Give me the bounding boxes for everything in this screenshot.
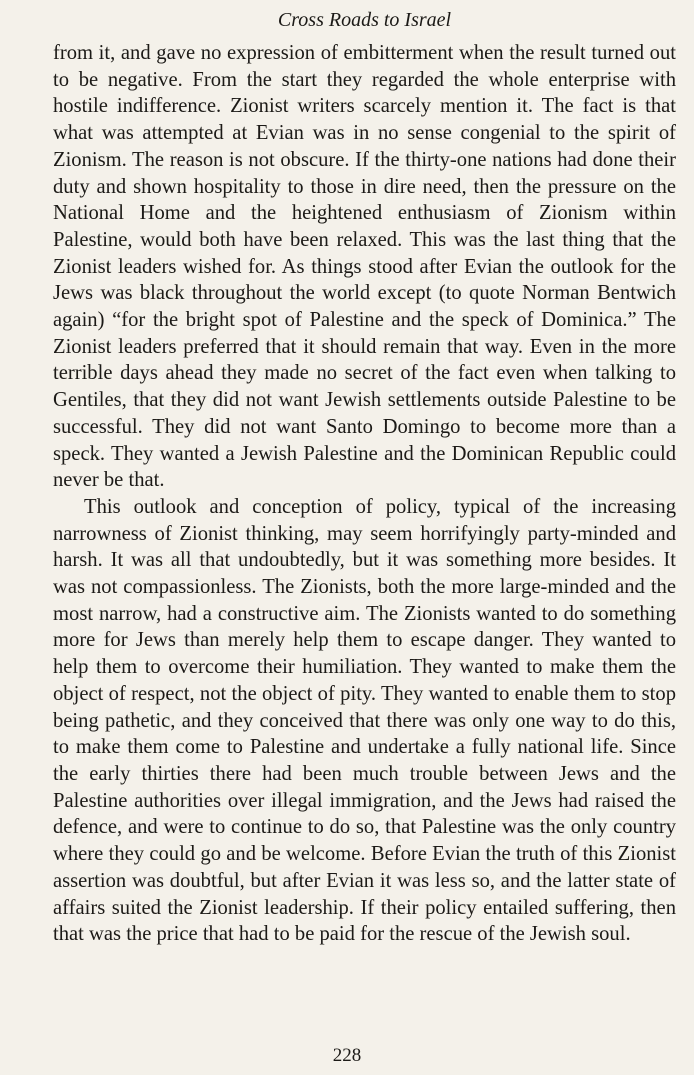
page-number: 228 bbox=[332, 1045, 362, 1066]
running-head: Cross Roads to Israel bbox=[277, 9, 452, 31]
paragraph-2: This outlook and conception of policy, typical of the increasing narrowness of Zionist thinking, may seem horrifyingly party-minded and harsh. It was all that undoubtedly, but it was something more besides. It was not compassionless. The Zionists, both the more large-minded and the most narrow, had a constructive aim. The Zionists wanted to do something more for Jews than merely help them to escape danger. They wanted to help them to overcome their humiliation. They wanted to make them the object of respect, not the object of pity. They wanted to enable them to stop being pathetic, and they conceived that there was only one way to do this, to make them come to Palestine and undertake a fully national life. Since the early thirties there had been much trouble between Jews and the Palestine authorities over illegal immigration, and the Jews had raised the defence, and were to continue to do so, that Palestine was the only country where they could go and be welcome. Before Evian the truth of this Zionist assertion was doubtful, but after Evian it was less so, and the latter state of affairs suited the Zionist leadership. If their policy entailed suffering, then that was the price that had to be paid for the rescue of the Jewish soul. bbox=[53, 495, 676, 946]
paragraph-1: from it, and gave no expression of embitterment when the result turned out to be negative. From the start they regarded the whole enterprise with hostile indifference. Zionist writers scarcely mention it. The fact is that what was attempted at Evian was in no sense congenial to the spirit of Zionism. The reason is not obscure. If the thirty-one nations had done their duty and shown hospitality to those in dire need, then the pressure on the National Home and the heightened enthusiasm of Zionism within Palestine, would both have been relaxed. This was the last thing that the Zionist leaders wished for. As things stood after Evian the outlook for the Jews was black throughout the world except (to quote Norman Bentwich again) “for the bright spot of Palestine and the speck of Dominica.” The Zionist leaders preferred that it should remain that way. Even in the more terrible days ahead they made no secret of the fact even when talking to Gentiles, that they did not want Jewish settlements outside Palestine to be successful. They did not want Santo Domingo to become more than a speck. They wanted a Jewish Palestine and the Dominican Republic could never be that. bbox=[53, 42, 676, 492]
body-text bbox=[53, 40, 676, 948]
